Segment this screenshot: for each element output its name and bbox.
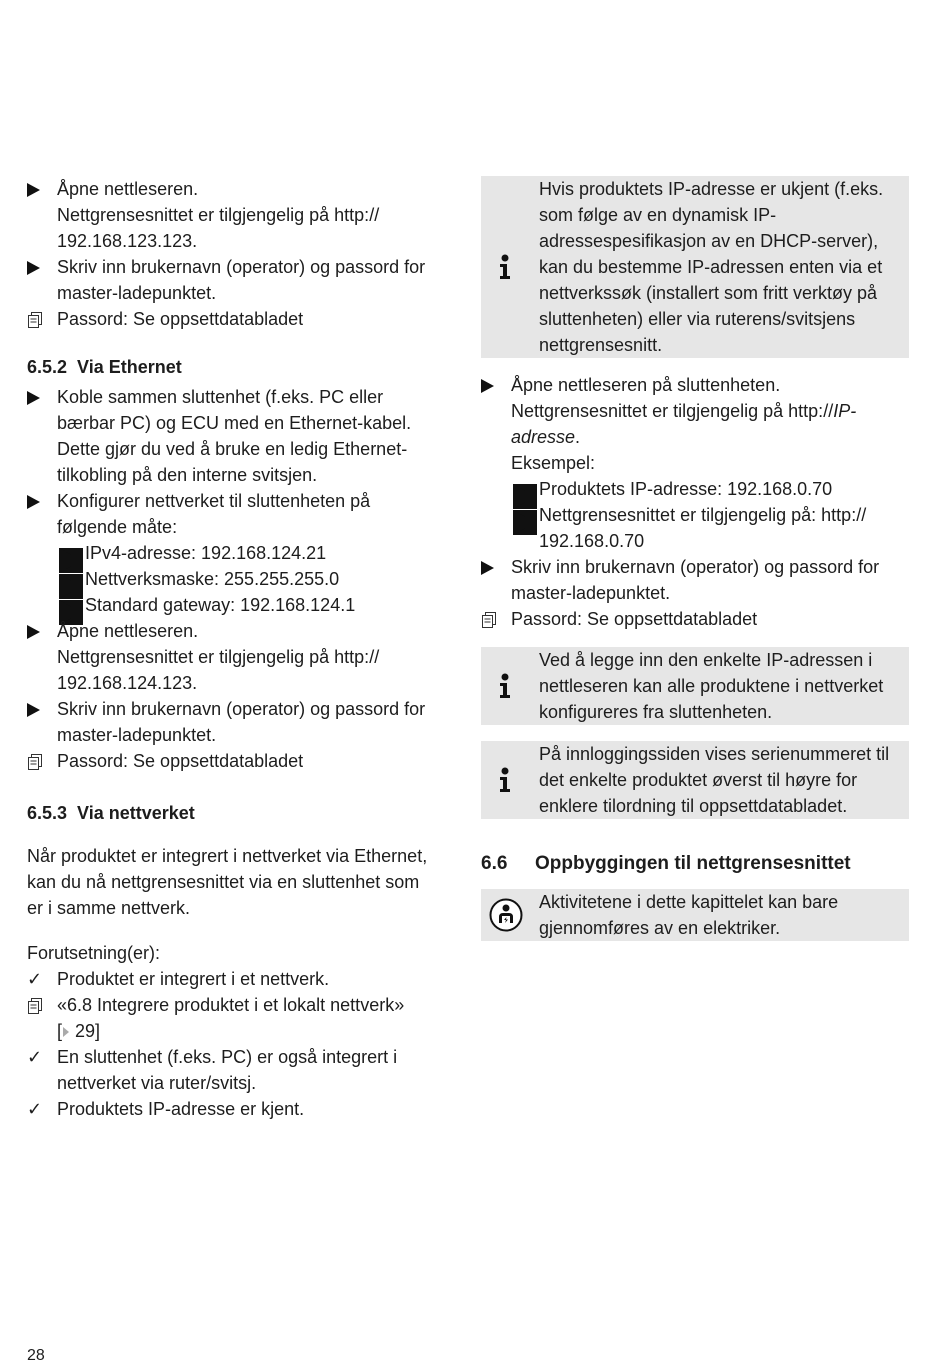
info-note-ip-configure: Ved å legge inn den enkelte IP-adressen i nettleseren kan alle produktene i nettverket konfigureres fra sluttenheten. <box>481 647 909 725</box>
triangle-bullet-icon <box>27 391 40 405</box>
check-icon: ✓ <box>27 969 43 989</box>
step-open-browser-endpoint: Åpne nettleseren på sluttenheten. Nettgrensesnittet er tilgjengelig på http://IP- adresse. Eksempel: Produktets IP-adresse: 192.168.0.70 Nettgrensesnittet er tilgjengelig på: http:// 192.168.0.70 <box>481 372 909 554</box>
info-note-unknown-ip: Hvis produktets IP-adresse er ukjent (f.eks. som følge av en dynamisk IP- adressespesifikasjon av en DHCP-server), kan du bestemme IP-adressen enten via et nettverkssøk (installert som fritt verktøy på sluttenheten) eller via ruterens/svitsjens nettgrensesnitt. <box>481 176 909 358</box>
section-heading-6-6: 6.6 Oppbyggingen til nettgrensesnittet <box>481 853 851 874</box>
step-enter-credentials-2: Skriv inn brukernavn (operator) og passord for master-ladepunktet. <box>27 696 452 748</box>
page-number: 28 <box>27 1347 45 1364</box>
section-heading-6-5-3: 6.5.3 Via nettverket <box>27 803 195 823</box>
triangle-bullet-icon <box>481 561 494 575</box>
step-enter-credentials: Skriv inn brukernavn (operator) og passord for master-ladepunktet. <box>27 254 452 306</box>
triangle-bullet-icon <box>27 625 40 639</box>
step-enter-credentials-3: Skriv inn brukernavn (operator) og passord for master-ladepunktet. <box>481 554 909 606</box>
document-reference-icon <box>28 998 42 1014</box>
electrician-icon <box>489 898 523 932</box>
info-icon <box>497 767 513 793</box>
square-bullet-icon <box>513 510 537 535</box>
section-reference-link[interactable]: «6.8 Integrere produktet i et lokalt nettverk» [ 29] <box>27 992 452 1044</box>
prerequisite-item: ✓ En sluttenhet (f.eks. PC) er også integrert i nettverket via ruter/svitsj. <box>27 1044 452 1096</box>
triangle-bullet-icon <box>27 703 40 717</box>
list-item: Produktets IP-adresse: 192.168.0.70 <box>511 476 909 502</box>
page-arrow-icon <box>62 1026 70 1038</box>
triangle-bullet-icon <box>27 495 40 509</box>
check-icon: ✓ <box>27 1099 43 1119</box>
password-reference-3: Passord: Se oppsettdatabladet <box>481 606 909 632</box>
info-icon <box>497 254 513 280</box>
list-item: Nettgrensesnittet er tilgjengelig på: http:// 192.168.0.70 <box>511 502 909 554</box>
list-item: Standard gateway: 192.168.124.1 <box>57 592 452 618</box>
document-reference-icon <box>28 312 42 328</box>
password-reference: Passord: Se oppsettdatabladet <box>27 306 452 332</box>
paragraph-network-access: Når produktet er integrert i nettverket via Ethernet, kan du nå nettgrensesnittet via en sluttenhet som er i samme nettverk. <box>27 846 428 918</box>
step-open-browser: Åpne nettleseren. Nettgrensesnittet er tilgjengelig på http:// 192.168.123.123. <box>27 176 452 254</box>
password-reference-2: Passord: Se oppsettdatabladet <box>27 748 452 774</box>
triangle-bullet-icon <box>27 183 40 197</box>
triangle-bullet-icon <box>481 379 494 393</box>
section-heading-6-5-2: 6.5.2 Via Ethernet <box>27 357 182 377</box>
prerequisite-item: ✓ Produktets IP-adresse er kjent. <box>27 1096 452 1122</box>
prerequisite-item: ✓ Produktet er integrert i et nettverk. <box>27 966 452 992</box>
step-configure-network: Konfigurer nettverket til sluttenheten på følgende måte: IPv4-adresse: 192.168.124.21 Nettverksmaske: 255.255.255.0 Standard gateway: 192.168.124.1 <box>27 488 452 618</box>
right-column <box>481 176 909 941</box>
electrician-note: Aktivitetene i dette kapittelet kan bare gjennomføres av en elektriker. <box>481 889 909 941</box>
info-icon <box>497 673 513 699</box>
info-note-serial-number: På innloggingssiden vises serienummeret til det enkelte produktet øverst til høyre for enklere tilordning til oppsettdatabladet. <box>481 741 909 819</box>
prerequisites-label: Forutsetning(er): <box>27 943 161 963</box>
left-column <box>27 176 452 1122</box>
document-reference-icon <box>28 754 42 770</box>
step-connect-ethernet: Koble sammen sluttenhet (f.eks. PC eller bærbar PC) og ECU med en Ethernet-kabel. Dette gjør du ved å bruke en ledig Ethernet- tilkobling på den interne svitsjen. <box>27 384 452 488</box>
check-icon: ✓ <box>27 1047 43 1067</box>
step-open-browser-2: Åpne nettleseren. Nettgrensesnittet er tilgjengelig på http:// 192.168.124.123. <box>27 618 452 696</box>
document-reference-icon <box>482 612 496 628</box>
triangle-bullet-icon <box>27 261 40 275</box>
list-item: IPv4-adresse: 192.168.124.21 <box>57 540 452 566</box>
list-item: Nettverksmaske: 255.255.255.0 <box>57 566 452 592</box>
